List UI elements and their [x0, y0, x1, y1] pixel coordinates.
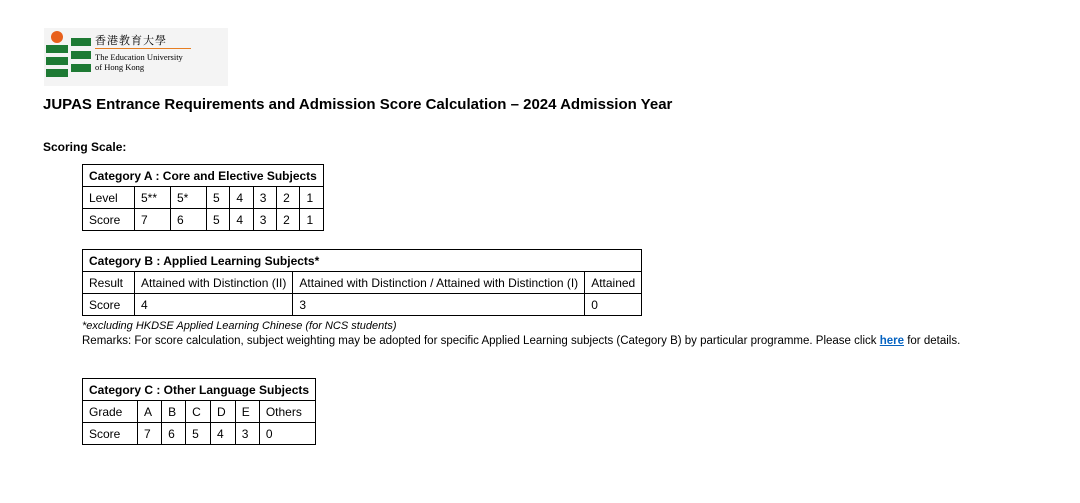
- table-cell: 3: [253, 187, 276, 209]
- table-cell: 4: [210, 423, 235, 445]
- table-cell: 5: [186, 423, 211, 445]
- table-cell: B: [162, 401, 186, 423]
- row-label: Score: [83, 209, 135, 231]
- row-label: Level: [83, 187, 135, 209]
- category-c-heading: Category C : Other Language Subjects: [83, 379, 316, 401]
- footnote: *excluding HKDSE Applied Learning Chinese (for NCS students): [82, 320, 397, 332]
- table-cell: 4: [230, 187, 253, 209]
- table-cell: 4: [135, 294, 293, 316]
- table-cell: E: [235, 401, 259, 423]
- table-cell: 7: [138, 423, 162, 445]
- row-label: Score: [83, 423, 138, 445]
- table-cell: 6: [162, 423, 186, 445]
- logo-name-english-line2: of Hong Kong: [95, 62, 145, 72]
- table-cell: 2: [277, 187, 300, 209]
- table-cell: 6: [171, 209, 207, 231]
- table-cell: 0: [259, 423, 315, 445]
- category-a-heading: Category A : Core and Elective Subjects: [83, 165, 324, 187]
- category-a-table: [82, 164, 324, 231]
- category-a-score-row: [83, 209, 324, 231]
- category-b-heading: Category B : Applied Learning Subjects*: [83, 250, 642, 272]
- scoring-scale-label: Scoring Scale:: [43, 140, 127, 154]
- remarks-text: Remarks: For score calculation, subject weighting may be adopted for specific Applied Learning subjects (Category B) by particular programme. Please click: [82, 335, 880, 347]
- row-label: Score: [83, 294, 135, 316]
- category-b-score-row: [83, 294, 642, 316]
- table-cell: 3: [235, 423, 259, 445]
- table-cell: 5*: [171, 187, 207, 209]
- table-cell: Attained: [585, 272, 642, 294]
- eduhk-logo-mark-icon: [44, 28, 94, 86]
- logo-bar-2: [71, 38, 91, 46]
- category-c-score-row: [83, 423, 316, 445]
- logo-name-english-line1: The Education University: [95, 52, 183, 62]
- table-cell: 2: [277, 209, 300, 231]
- table-cell: D: [210, 401, 235, 423]
- table-cell: Others: [259, 401, 315, 423]
- category-b-result-row: [83, 272, 642, 294]
- here-link[interactable]: here: [879, 335, 905, 347]
- remarks: [82, 334, 1047, 349]
- logo-bar-3: [46, 57, 68, 65]
- table-cell: 5: [207, 187, 230, 209]
- logo-bar-1: [46, 45, 68, 53]
- table-cell: 1: [300, 187, 323, 209]
- logo-bar-4: [71, 51, 91, 59]
- row-label: Grade: [83, 401, 138, 423]
- category-b-table: [82, 249, 642, 316]
- remarks-text-end: for details.: [904, 335, 961, 347]
- university-logo: [44, 28, 228, 86]
- table-cell: 5**: [135, 187, 171, 209]
- table-cell: 7: [135, 209, 171, 231]
- table-cell: 5: [207, 209, 230, 231]
- category-c-table: [82, 378, 316, 445]
- category-c-grade-row: [83, 401, 316, 423]
- table-cell: 4: [230, 209, 253, 231]
- table-cell: 3: [293, 294, 585, 316]
- logo-bar-6: [71, 64, 91, 72]
- table-cell: 3: [253, 209, 276, 231]
- table-cell: A: [138, 401, 162, 423]
- page-title: JUPAS Entrance Requirements and Admission Score Calculation – 2024 Admission Year: [43, 96, 673, 113]
- logo-orange-dot: [51, 31, 63, 43]
- table-cell: C: [186, 401, 211, 423]
- table-cell: 0: [585, 294, 642, 316]
- row-label: Result: [83, 272, 135, 294]
- table-cell: Attained with Distinction / Attained with Distinction (I): [293, 272, 585, 294]
- table-cell: 1: [300, 209, 323, 231]
- category-a-level-row: [83, 187, 324, 209]
- logo-name-chinese: 香港教育大學: [95, 35, 191, 49]
- table-cell: Attained with Distinction (II): [135, 272, 293, 294]
- logo-bar-5: [46, 69, 68, 77]
